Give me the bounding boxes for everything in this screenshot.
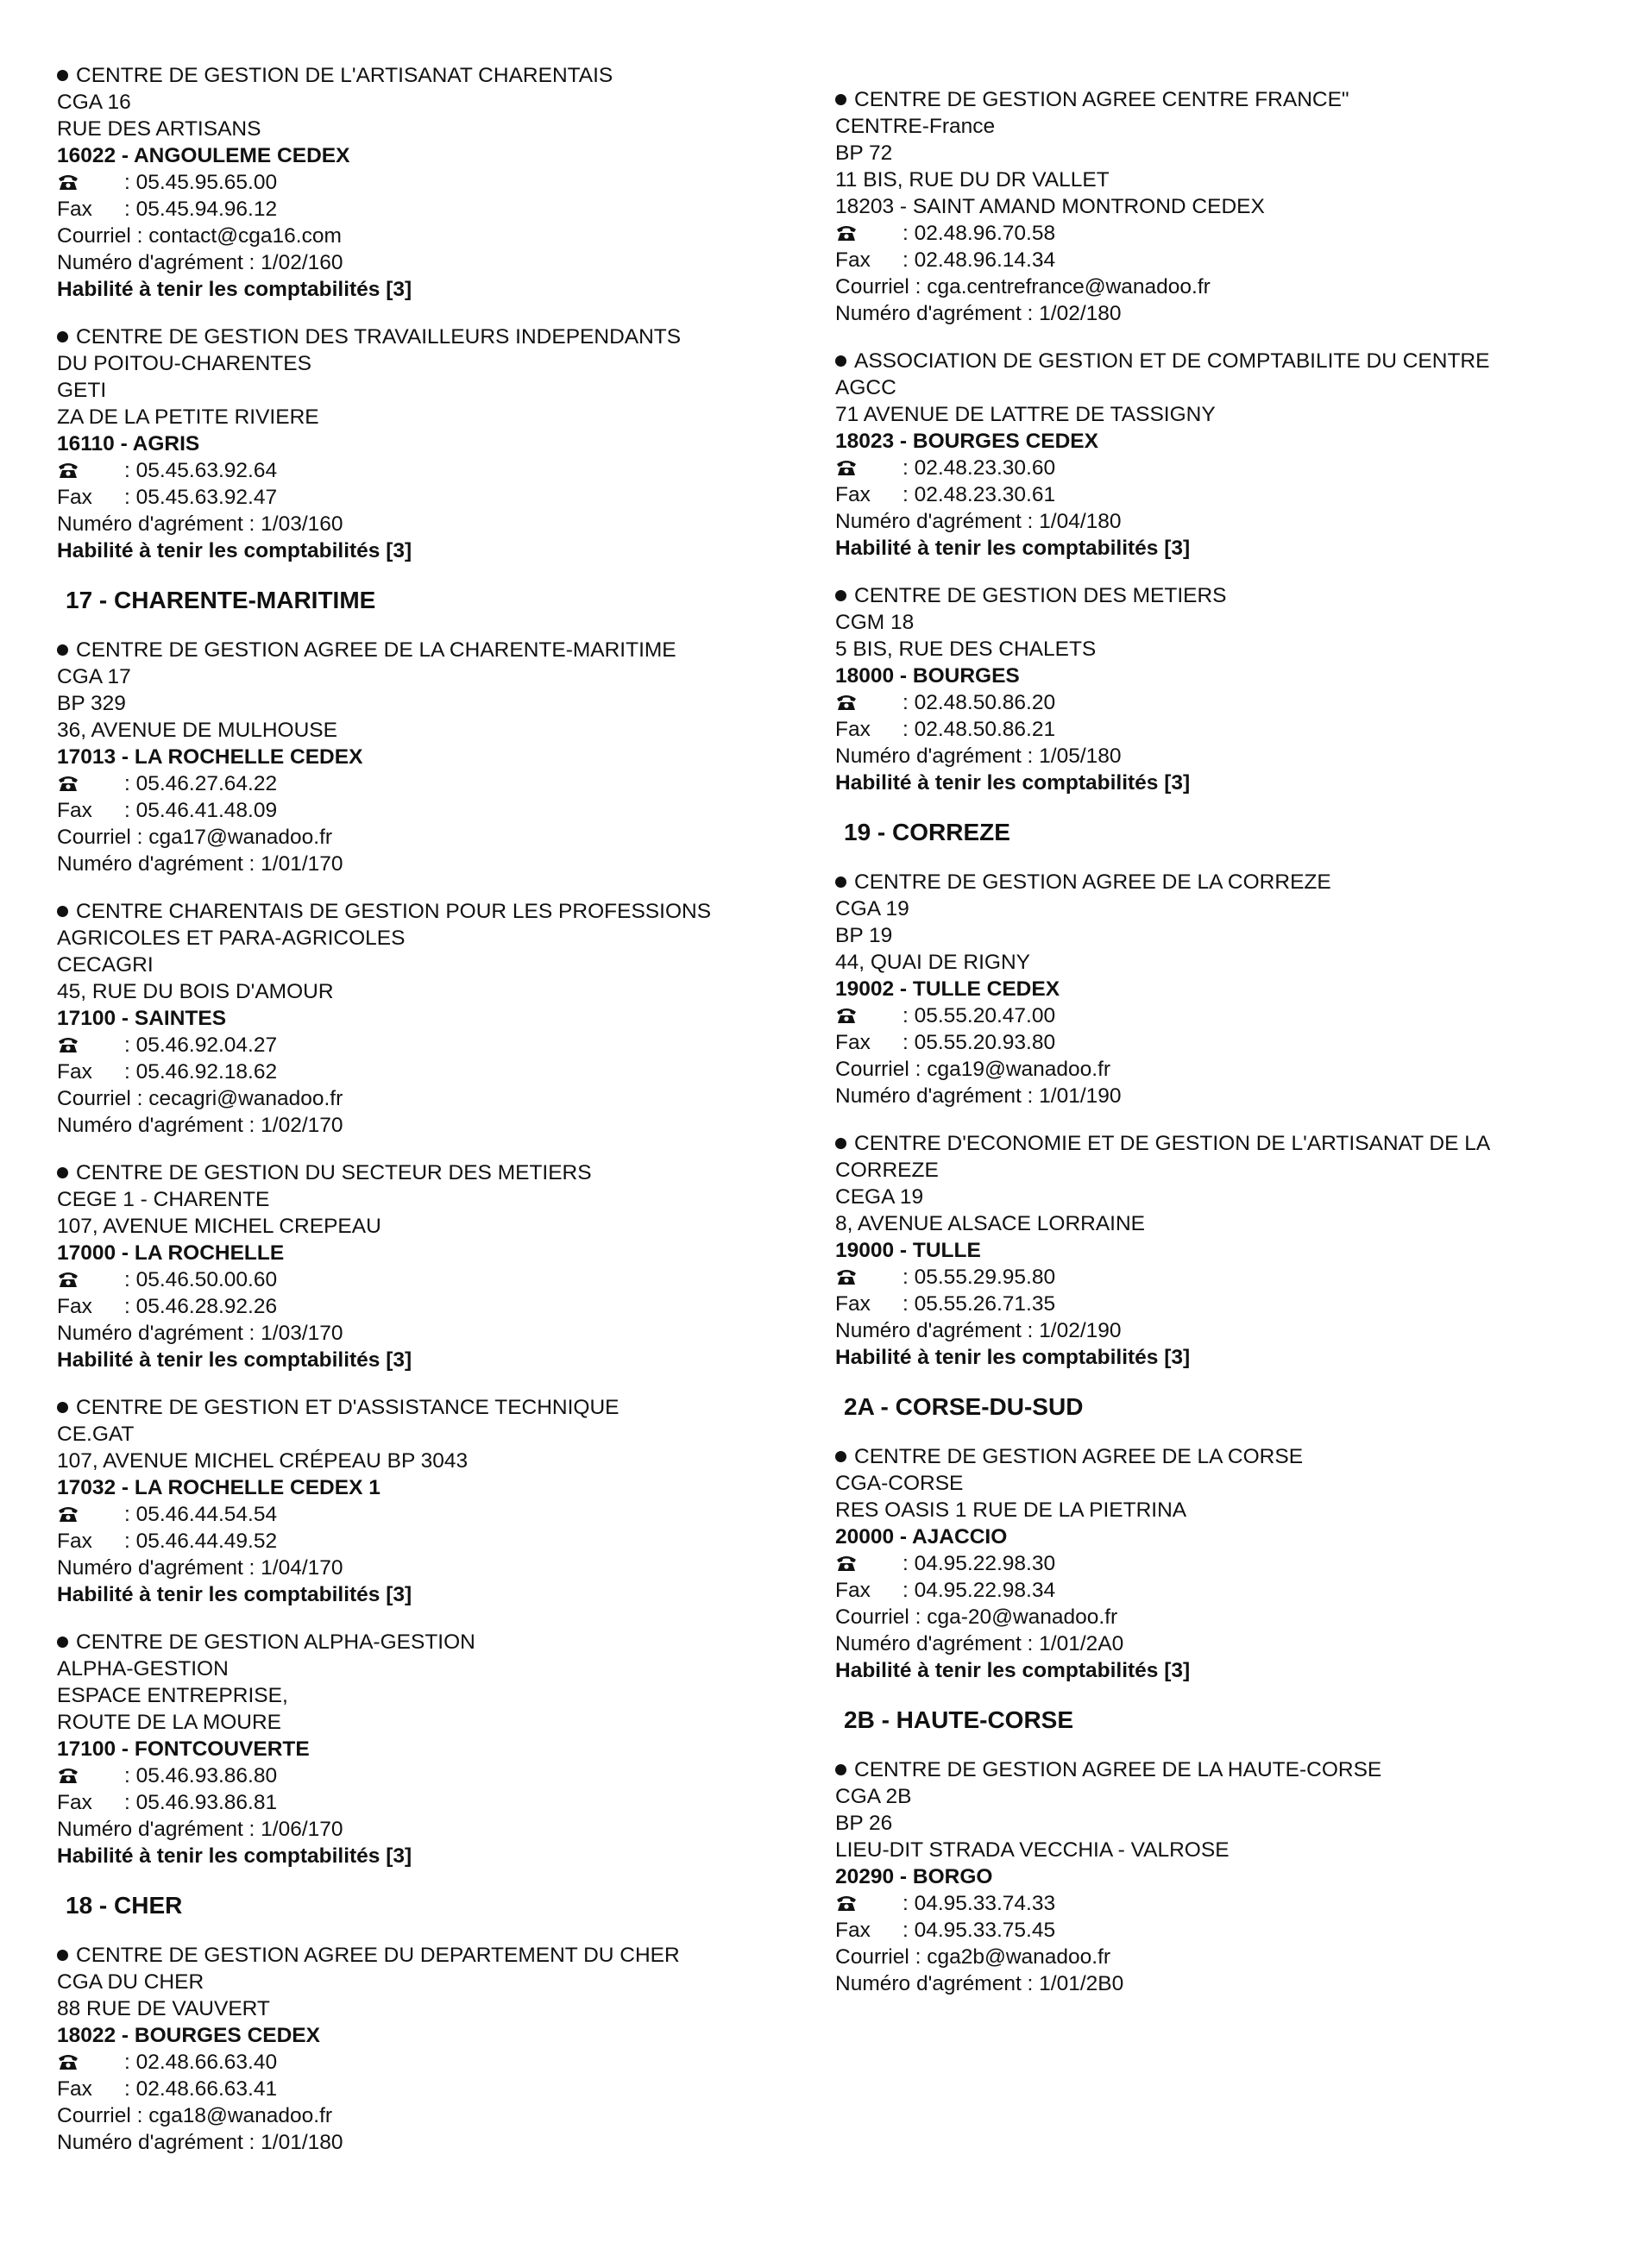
fax-label: Fax bbox=[57, 198, 92, 221]
fax-line bbox=[835, 481, 1594, 508]
fax-line bbox=[57, 1789, 816, 1816]
phone-line bbox=[835, 1890, 1594, 1917]
phone-line bbox=[57, 1762, 816, 1789]
habilite-note: Habilité à tenir les comptabilités [3] bbox=[57, 1348, 412, 1372]
phone-number: : 04.95.33.74.33 bbox=[903, 1892, 1056, 1915]
fax-label: Fax bbox=[835, 1919, 871, 1942]
phone-number: : 05.46.27.64.22 bbox=[124, 772, 278, 795]
fax-label: Fax bbox=[835, 1031, 871, 1054]
entry-name bbox=[57, 1159, 816, 1186]
phone-icon bbox=[57, 1266, 124, 1293]
entry-name-text: CENTRE DE GESTION AGREE DE LA CORSE bbox=[854, 1445, 1304, 1468]
fax-number: : 05.55.20.93.80 bbox=[903, 1031, 1056, 1054]
city-line: 17013 - LA ROCHELLE CEDEX bbox=[57, 745, 363, 769]
city-line: 18022 - BOURGES CEDEX bbox=[57, 2024, 320, 2047]
fax-number: : 02.48.96.14.34 bbox=[903, 248, 1056, 272]
agrement-number: Numéro d'agrément : 1/04/170 bbox=[57, 1556, 343, 1580]
fax-number: : 05.46.44.49.52 bbox=[124, 1530, 278, 1553]
directory-entry bbox=[835, 869, 1594, 1109]
entry-name bbox=[57, 1394, 816, 1421]
directory-entry bbox=[835, 582, 1594, 796]
bullet-icon bbox=[835, 876, 846, 888]
fax-label: Fax bbox=[835, 1292, 871, 1316]
city-line: 19002 - TULLE CEDEX bbox=[835, 977, 1060, 1001]
phone-line bbox=[57, 1266, 816, 1293]
bullet-icon bbox=[835, 1138, 846, 1149]
email-line: Courriel : cga.centrefrance@wanadoo.fr bbox=[835, 275, 1211, 298]
address-line: BP 329 bbox=[57, 692, 126, 715]
entry-name bbox=[835, 1756, 1594, 1783]
agrement-number: Numéro d'agrément : 1/01/190 bbox=[835, 1084, 1122, 1108]
entry-acronym: GETI bbox=[57, 379, 107, 402]
fax-label: Fax bbox=[57, 1295, 92, 1318]
fax-number: : 05.46.28.92.26 bbox=[124, 1295, 278, 1318]
fax-label: Fax bbox=[57, 486, 92, 509]
phone-line bbox=[57, 457, 816, 484]
fax-number: : 05.46.41.48.09 bbox=[124, 799, 278, 822]
address-line: 11 BIS, RUE DU DR VALLET bbox=[835, 168, 1110, 192]
entry-name bbox=[835, 86, 1594, 113]
fax-line bbox=[57, 797, 816, 824]
address-line: RES OASIS 1 RUE DE LA PIETRINA bbox=[835, 1498, 1187, 1522]
entry-name-continued: CORREZE bbox=[835, 1159, 939, 1182]
bullet-icon bbox=[57, 70, 68, 81]
habilite-note: Habilité à tenir les comptabilités [3] bbox=[835, 1659, 1191, 1682]
fax-number: : 05.45.63.92.47 bbox=[124, 486, 278, 509]
entry-name-continued: AGRICOLES ET PARA-AGRICOLES bbox=[57, 927, 406, 950]
entry-name-continued: DU POITOU-CHARENTES bbox=[57, 352, 311, 375]
bullet-icon bbox=[835, 1764, 846, 1775]
email-line: Courriel : contact@cga16.com bbox=[57, 224, 342, 248]
phone-icon bbox=[835, 1550, 903, 1577]
email-line: Courriel : cga17@wanadoo.fr bbox=[57, 826, 333, 849]
directory-entry bbox=[835, 1443, 1594, 1684]
phone-number: : 02.48.23.30.60 bbox=[903, 456, 1056, 480]
fax-line bbox=[835, 1577, 1594, 1604]
fax-label: Fax bbox=[57, 1791, 92, 1814]
fax-line bbox=[57, 1528, 816, 1555]
city-line: 18023 - BOURGES CEDEX bbox=[835, 430, 1098, 453]
fax-number: : 02.48.66.63.41 bbox=[124, 2077, 278, 2101]
agrement-number: Numéro d'agrément : 1/03/160 bbox=[57, 512, 343, 536]
address-line: ESPACE ENTREPRISE, bbox=[57, 1684, 288, 1707]
department-heading: 2A - CORSE-DU-SUD bbox=[844, 1393, 1084, 1420]
phone-line bbox=[835, 220, 1594, 247]
email-line: Courriel : cga2b@wanadoo.fr bbox=[835, 1945, 1111, 1969]
entry-name-text: ASSOCIATION DE GESTION ET DE COMPTABILITE DU CENTRE bbox=[854, 349, 1490, 373]
fax-number: : 04.95.22.98.34 bbox=[903, 1579, 1056, 1602]
address-line: 88 RUE DE VAUVERT bbox=[57, 1997, 270, 2020]
entry-name bbox=[835, 582, 1594, 609]
phone-number: : 05.46.50.00.60 bbox=[124, 1268, 278, 1291]
entry-acronym: CGM 18 bbox=[835, 611, 915, 634]
fax-label: Fax bbox=[57, 1060, 92, 1084]
fax-number: : 02.48.50.86.21 bbox=[903, 718, 1056, 741]
entry-name-text: CENTRE CHARENTAIS DE GESTION POUR LES PROFESSIONS bbox=[76, 900, 712, 923]
fax-label: Fax bbox=[835, 248, 871, 272]
address-line: ROUTE DE LA MOURE bbox=[57, 1711, 282, 1734]
city-line: 20000 - AJACCIO bbox=[835, 1525, 1008, 1549]
phone-number: : 05.45.95.65.00 bbox=[124, 171, 278, 194]
habilite-note: Habilité à tenir les comptabilités [3] bbox=[835, 537, 1191, 560]
entry-acronym: CECAGRI bbox=[57, 953, 154, 977]
bullet-icon bbox=[835, 1451, 846, 1462]
phone-line bbox=[835, 1264, 1594, 1291]
phone-icon bbox=[57, 1762, 124, 1789]
phone-icon bbox=[835, 689, 903, 716]
address-line: 71 AVENUE DE LATTRE DE TASSIGNY bbox=[835, 403, 1216, 426]
fax-label: Fax bbox=[57, 799, 92, 822]
entry-name-text: CENTRE DE GESTION AGREE DE LA CHARENTE-MARITIME bbox=[76, 638, 676, 662]
fax-number: : 04.95.33.75.45 bbox=[903, 1919, 1056, 1942]
directory-entry bbox=[57, 62, 816, 303]
phone-number: : 05.46.93.86.80 bbox=[124, 1764, 278, 1787]
phone-number: : 05.45.63.92.64 bbox=[124, 459, 278, 482]
city-line: 19000 - TULLE bbox=[835, 1239, 981, 1262]
city-line: 17100 - FONTCOUVERTE bbox=[57, 1737, 310, 1761]
directory-entry bbox=[835, 1130, 1594, 1371]
phone-number: : 04.95.22.98.30 bbox=[903, 1552, 1056, 1575]
habilite-note: Habilité à tenir les comptabilités [3] bbox=[835, 771, 1191, 795]
directory-entry bbox=[57, 1394, 816, 1608]
agrement-number: Numéro d'agrément : 1/02/160 bbox=[57, 251, 343, 274]
phone-icon bbox=[57, 2049, 124, 2076]
agrement-number: Numéro d'agrément : 1/04/180 bbox=[835, 510, 1122, 533]
address-line: BP 72 bbox=[835, 141, 893, 165]
entry-name-text: CENTRE DE GESTION AGREE DE LA CORREZE bbox=[854, 870, 1331, 894]
directory-entry bbox=[57, 1159, 816, 1373]
entry-acronym: CGA-CORSE bbox=[835, 1472, 964, 1495]
department-heading: 19 - CORREZE bbox=[844, 819, 1010, 845]
bullet-icon bbox=[835, 355, 846, 367]
email-line: Courriel : cga19@wanadoo.fr bbox=[835, 1058, 1111, 1081]
address-line: 107, AVENUE MICHEL CRÉPEAU BP 3043 bbox=[57, 1449, 469, 1473]
entry-acronym: CGA 19 bbox=[835, 897, 909, 920]
entry-name-text: CENTRE DE GESTION AGREE DU DEPARTEMENT DU CHER bbox=[76, 1944, 680, 1967]
left-column bbox=[57, 62, 816, 2156]
entry-name-text: CENTRE DE GESTION DES TRAVAILLEURS INDEPENDANTS bbox=[76, 325, 682, 349]
fax-line bbox=[57, 196, 816, 223]
habilite-note: Habilité à tenir les comptabilités [3] bbox=[57, 278, 412, 301]
habilite-note: Habilité à tenir les comptabilités [3] bbox=[57, 1844, 412, 1868]
phone-icon bbox=[57, 457, 124, 484]
phone-number: : 05.55.20.47.00 bbox=[903, 1004, 1056, 1027]
fax-line bbox=[57, 1293, 816, 1320]
directory-entry bbox=[835, 1756, 1594, 1997]
email-line: Courriel : cga-20@wanadoo.fr bbox=[835, 1605, 1118, 1629]
phone-line bbox=[57, 2049, 816, 2076]
entry-name-text: CENTRE DE GESTION DES METIERS bbox=[854, 584, 1227, 607]
email-line: Courriel : cga18@wanadoo.fr bbox=[57, 2104, 333, 2127]
address-line: BP 19 bbox=[835, 924, 893, 947]
agrement-number: Numéro d'agrément : 1/02/170 bbox=[57, 1114, 343, 1137]
phone-number: : 05.46.92.04.27 bbox=[124, 1033, 278, 1057]
fax-label: Fax bbox=[835, 718, 871, 741]
bullet-icon bbox=[57, 1637, 68, 1648]
entry-name bbox=[835, 869, 1594, 895]
directory-entry bbox=[57, 1942, 816, 2156]
bullet-icon bbox=[57, 1167, 68, 1178]
entry-acronym: CEGE 1 - CHARENTE bbox=[57, 1188, 270, 1211]
city-line: 18203 - SAINT AMAND MONTROND CEDEX bbox=[835, 195, 1265, 218]
entry-name bbox=[57, 637, 816, 663]
entry-name bbox=[835, 348, 1594, 374]
bullet-icon bbox=[57, 331, 68, 342]
entry-name bbox=[57, 898, 816, 925]
address-line: LIEU-DIT STRADA VECCHIA - VALROSE bbox=[835, 1838, 1230, 1862]
entry-acronym: CEGA 19 bbox=[835, 1185, 924, 1209]
city-line: 16110 - AGRIS bbox=[57, 432, 200, 455]
phone-icon bbox=[835, 1002, 903, 1029]
entry-acronym: AGCC bbox=[835, 376, 896, 399]
city-line: 17032 - LA ROCHELLE CEDEX 1 bbox=[57, 1476, 381, 1499]
fax-line bbox=[57, 2076, 816, 2102]
entry-name-text: CENTRE DE GESTION ET D'ASSISTANCE TECHNIQUE bbox=[76, 1396, 620, 1419]
city-line: 17000 - LA ROCHELLE bbox=[57, 1241, 285, 1265]
fax-number: : 05.45.94.96.12 bbox=[124, 198, 278, 221]
phone-icon bbox=[835, 220, 903, 247]
department-heading: 17 - CHARENTE-MARITIME bbox=[66, 587, 376, 613]
city-line: 17100 - SAINTES bbox=[57, 1007, 227, 1030]
directory-entry bbox=[57, 324, 816, 564]
fax-label: Fax bbox=[57, 2077, 92, 2101]
department-heading: 18 - CHER bbox=[66, 1892, 183, 1919]
city-line: 20290 - BORGO bbox=[835, 1865, 993, 1888]
entry-name bbox=[835, 1443, 1594, 1470]
entry-acronym: CGA 16 bbox=[57, 91, 131, 114]
address-line: 44, QUAI DE RIGNY bbox=[835, 951, 1031, 974]
fax-line bbox=[835, 1029, 1594, 1056]
address-line: 45, RUE DU BOIS D'AMOUR bbox=[57, 980, 334, 1003]
entry-name-text: CENTRE D'ECONOMIE ET DE GESTION DE L'ARTISANAT DE LA bbox=[854, 1132, 1491, 1155]
right-column bbox=[835, 86, 1594, 1997]
fax-line bbox=[57, 484, 816, 511]
bullet-icon bbox=[835, 94, 846, 105]
address-line: ZA DE LA PETITE RIVIERE bbox=[57, 405, 319, 429]
phone-icon bbox=[57, 770, 124, 797]
bullet-icon bbox=[57, 644, 68, 656]
entry-acronym: CGA 2B bbox=[835, 1785, 912, 1808]
agrement-number: Numéro d'agrément : 1/06/170 bbox=[57, 1818, 343, 1841]
phone-line bbox=[57, 1501, 816, 1528]
entry-name bbox=[835, 1130, 1594, 1157]
phone-icon bbox=[57, 1032, 124, 1059]
phone-number: : 02.48.50.86.20 bbox=[903, 691, 1056, 714]
phone-number: : 02.48.66.63.40 bbox=[124, 2051, 278, 2074]
phone-line bbox=[57, 770, 816, 797]
fax-line bbox=[57, 1059, 816, 1085]
entry-acronym: ALPHA-GESTION bbox=[57, 1657, 229, 1681]
address-line: 36, AVENUE DE MULHOUSE bbox=[57, 719, 337, 742]
address-line: RUE DES ARTISANS bbox=[57, 117, 261, 141]
entry-name bbox=[57, 1629, 816, 1655]
address-line: 8, AVENUE ALSACE LORRAINE bbox=[835, 1212, 1146, 1235]
phone-line bbox=[835, 689, 1594, 716]
entry-name-text: CENTRE DE GESTION AGREE DE LA HAUTE-CORSE bbox=[854, 1758, 1382, 1781]
address-line: 107, AVENUE MICHEL CREPEAU bbox=[57, 1215, 381, 1238]
email-line: Courriel : cecagri@wanadoo.fr bbox=[57, 1087, 343, 1110]
bullet-icon bbox=[57, 1402, 68, 1413]
phone-line bbox=[57, 1032, 816, 1059]
phone-icon bbox=[57, 169, 124, 196]
fax-number: : 05.46.92.18.62 bbox=[124, 1060, 278, 1084]
directory-entry bbox=[835, 86, 1594, 327]
phone-line bbox=[835, 1002, 1594, 1029]
agrement-number: Numéro d'agrément : 1/03/170 bbox=[57, 1322, 343, 1345]
directory-entry bbox=[57, 637, 816, 877]
fax-label: Fax bbox=[835, 483, 871, 506]
address-line: BP 26 bbox=[835, 1812, 893, 1835]
city-line: 16022 - ANGOULEME CEDEX bbox=[57, 144, 350, 167]
agrement-number: Numéro d'agrément : 1/01/2B0 bbox=[835, 1972, 1124, 1995]
bullet-icon bbox=[57, 906, 68, 917]
address-line: 5 BIS, RUE DES CHALETS bbox=[835, 638, 1097, 661]
entry-name bbox=[57, 324, 816, 350]
phone-line bbox=[835, 1550, 1594, 1577]
agrement-number: Numéro d'agrément : 1/05/180 bbox=[835, 744, 1122, 768]
phone-icon bbox=[835, 455, 903, 481]
fax-label: Fax bbox=[57, 1530, 92, 1553]
phone-number: : 05.46.44.54.54 bbox=[124, 1503, 278, 1526]
city-line: 18000 - BOURGES bbox=[835, 664, 1020, 688]
fax-label: Fax bbox=[835, 1579, 871, 1602]
phone-number: : 05.55.29.95.80 bbox=[903, 1266, 1056, 1289]
agrement-number: Numéro d'agrément : 1/02/190 bbox=[835, 1319, 1122, 1342]
fax-line bbox=[835, 1291, 1594, 1317]
department-heading: 2B - HAUTE-CORSE bbox=[844, 1706, 1074, 1733]
entry-name-text: CENTRE DE GESTION ALPHA-GESTION bbox=[76, 1630, 475, 1654]
phone-line bbox=[57, 169, 816, 196]
agrement-number: Numéro d'agrément : 1/01/170 bbox=[57, 852, 343, 876]
agrement-number: Numéro d'agrément : 1/02/180 bbox=[835, 302, 1122, 325]
entry-acronym: CENTRE-France bbox=[835, 115, 996, 138]
directory-entry bbox=[57, 898, 816, 1139]
entry-name bbox=[57, 1942, 816, 1969]
phone-icon bbox=[57, 1501, 124, 1528]
entry-name-text: CENTRE DE GESTION DE L'ARTISANAT CHARENTAIS bbox=[76, 64, 613, 87]
agrement-number: Numéro d'agrément : 1/01/180 bbox=[57, 2131, 343, 2154]
habilite-note: Habilité à tenir les comptabilités [3] bbox=[835, 1346, 1191, 1369]
fax-line bbox=[835, 247, 1594, 273]
entry-acronym: CGA DU CHER bbox=[57, 1970, 204, 1994]
entry-name-text: CENTRE DE GESTION DU SECTEUR DES METIERS bbox=[76, 1161, 592, 1184]
fax-number: : 05.46.93.86.81 bbox=[124, 1791, 278, 1814]
phone-icon bbox=[835, 1264, 903, 1291]
habilite-note: Habilité à tenir les comptabilités [3] bbox=[57, 1583, 412, 1606]
fax-number: : 05.55.26.71.35 bbox=[903, 1292, 1056, 1316]
phone-number: : 02.48.96.70.58 bbox=[903, 222, 1056, 245]
fax-number: : 02.48.23.30.61 bbox=[903, 483, 1056, 506]
bullet-icon bbox=[835, 590, 846, 601]
entry-acronym: CE.GAT bbox=[57, 1423, 135, 1446]
bullet-icon bbox=[57, 1950, 68, 1961]
entry-acronym: CGA 17 bbox=[57, 665, 131, 688]
directory-entry bbox=[835, 348, 1594, 562]
fax-line bbox=[835, 716, 1594, 743]
entry-name-text: CENTRE DE GESTION AGREE CENTRE FRANCE" bbox=[854, 88, 1349, 111]
entry-name bbox=[57, 62, 816, 89]
phone-line bbox=[835, 455, 1594, 481]
fax-line bbox=[835, 1917, 1594, 1944]
agrement-number: Numéro d'agrément : 1/01/2A0 bbox=[835, 1632, 1124, 1655]
habilite-note: Habilité à tenir les comptabilités [3] bbox=[57, 539, 412, 562]
directory-entry bbox=[57, 1629, 816, 1869]
phone-icon bbox=[835, 1890, 903, 1917]
